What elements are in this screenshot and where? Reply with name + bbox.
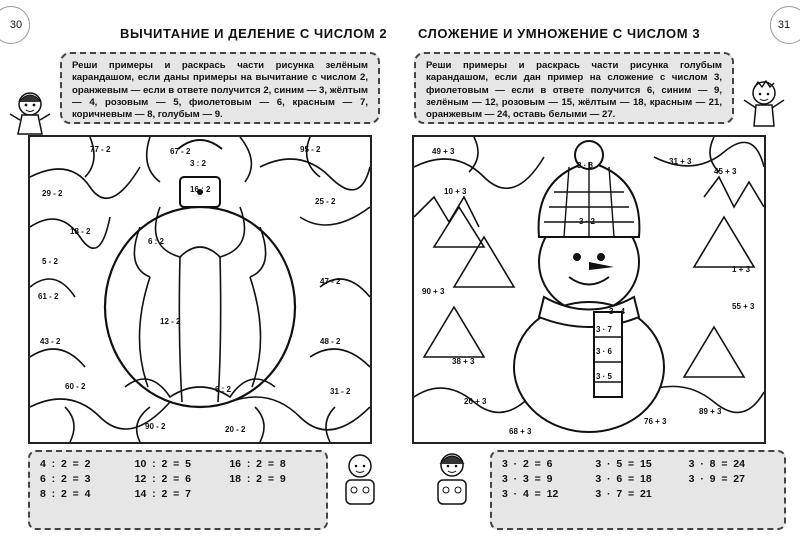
- task-instructions: Реши примеры и раскрась части рисунка голубым карандашом, если дан пример на сложение с числом 3, фиолетовым — если в ответе получится 6, синим — 9, зелёным — 12, розовым — 15, жёлтым — 18, красным — 21, оранжевым — 24, оставь белыми — 27.: [414, 52, 734, 124]
- page-number: 31: [770, 6, 800, 44]
- example-cell: 3 · 2 = 6: [502, 458, 553, 470]
- picture-label: 29 - 2: [42, 189, 63, 198]
- picture-label: 49 + 3: [432, 147, 455, 156]
- task-instructions: Реши примеры и раскрась части рисунка зелёным карандашом, если даны примеры на вычитание с числом 2, оранжевым — если в ответе получится 2, синим — 3, жёлтым — 4, розовым — 5, фиолетовым — 6, красным — 7, коричневым — 8, голубым — 9.: [60, 52, 380, 124]
- picture-label: 3 · 8: [577, 161, 594, 170]
- picture-label: 3 · 5: [596, 372, 613, 381]
- picture-label: 16 : 2: [190, 185, 211, 194]
- page-number: 30: [0, 6, 30, 44]
- picture-label: 1 + 3: [732, 265, 751, 274]
- picture-label: 26 + 3: [464, 397, 487, 406]
- picture-label: 18 - 2: [70, 227, 91, 236]
- example-cell: 3 · 5 = 15: [595, 458, 652, 470]
- picture-label: 25 - 2: [315, 197, 336, 206]
- picture-label: 38 + 3: [452, 357, 475, 366]
- example-cell: 8 : 2 = 4: [40, 488, 91, 500]
- page-title: СЛОЖЕНИЕ И УМНОЖЕНИЕ С ЧИСЛОМ 3: [418, 26, 701, 41]
- picture-label: 3 · 6: [596, 347, 613, 356]
- picture-label: 60 - 2: [65, 382, 86, 391]
- picture-label: 43 - 2: [40, 337, 61, 346]
- example-cell: 12 : 2 = 6: [134, 473, 191, 485]
- picture-label: 67 - 2: [170, 147, 191, 156]
- example-cell: 3 · 4 = 12: [502, 488, 559, 500]
- example-cell: [229, 488, 316, 500]
- example-cell: 18 : 2 = 9: [229, 473, 286, 485]
- picture-label: 90 + 3: [422, 287, 445, 296]
- picture-label: 12 - 2: [160, 317, 181, 326]
- ornament-coloring-picture: [28, 135, 372, 444]
- example-cell: 3 · 8 = 24: [688, 458, 745, 470]
- picture-label: 77 - 2: [90, 145, 111, 154]
- picture-label: 31 - 2: [330, 387, 351, 396]
- picture-label: 3 : 2: [190, 159, 207, 168]
- example-cell: 3 · 3 = 9: [502, 473, 553, 485]
- example-cell: 3 · 9 = 27: [688, 473, 745, 485]
- example-cell: 3 · 7 = 21: [595, 488, 652, 500]
- example-cell: 14 : 2 = 7: [134, 488, 191, 500]
- boy-illustration: [742, 78, 786, 134]
- picture-label: 3 · 4: [609, 307, 626, 316]
- picture-label: 89 + 3: [699, 407, 722, 416]
- picture-label: 5 - 2: [42, 257, 59, 266]
- picture-label: 61 - 2: [38, 292, 59, 301]
- boy-illustration: [338, 452, 382, 512]
- page-title: ВЫЧИТАНИЕ И ДЕЛЕНИЕ С ЧИСЛОМ 2: [120, 26, 388, 41]
- picture-label: 76 + 3: [644, 417, 667, 426]
- picture-label: 95 - 2: [300, 145, 321, 154]
- picture-label: 48 - 2: [320, 337, 341, 346]
- picture-label: 55 + 3: [732, 302, 755, 311]
- example-cell: 4 : 2 = 2: [40, 458, 91, 470]
- example-cell: 6 : 2 = 3: [40, 473, 91, 485]
- ornament-outline: [30, 137, 370, 442]
- picture-label: 3 · 2: [579, 217, 596, 226]
- snowman-coloring-picture: [412, 135, 766, 444]
- picture-label: 31 + 3: [669, 157, 692, 166]
- girl-illustration: [8, 88, 52, 140]
- picture-label: 47 - 2: [320, 277, 341, 286]
- picture-label: 6 : 2: [215, 385, 232, 394]
- picture-label: 68 + 3: [509, 427, 532, 436]
- example-cell: 16 : 2 = 8: [229, 458, 286, 470]
- picture-label: 90 - 2: [145, 422, 166, 431]
- example-cell: 3 · 6 = 18: [595, 473, 652, 485]
- examples-box: [28, 450, 328, 530]
- picture-label: 3 · 7: [596, 325, 613, 334]
- picture-label: 10 + 3: [444, 187, 467, 196]
- picture-label: 6 : 2: [148, 237, 165, 246]
- example-cell: 10 : 2 = 5: [134, 458, 191, 470]
- picture-label: 45 + 3: [714, 167, 737, 176]
- picture-label: 20 - 2: [225, 425, 246, 434]
